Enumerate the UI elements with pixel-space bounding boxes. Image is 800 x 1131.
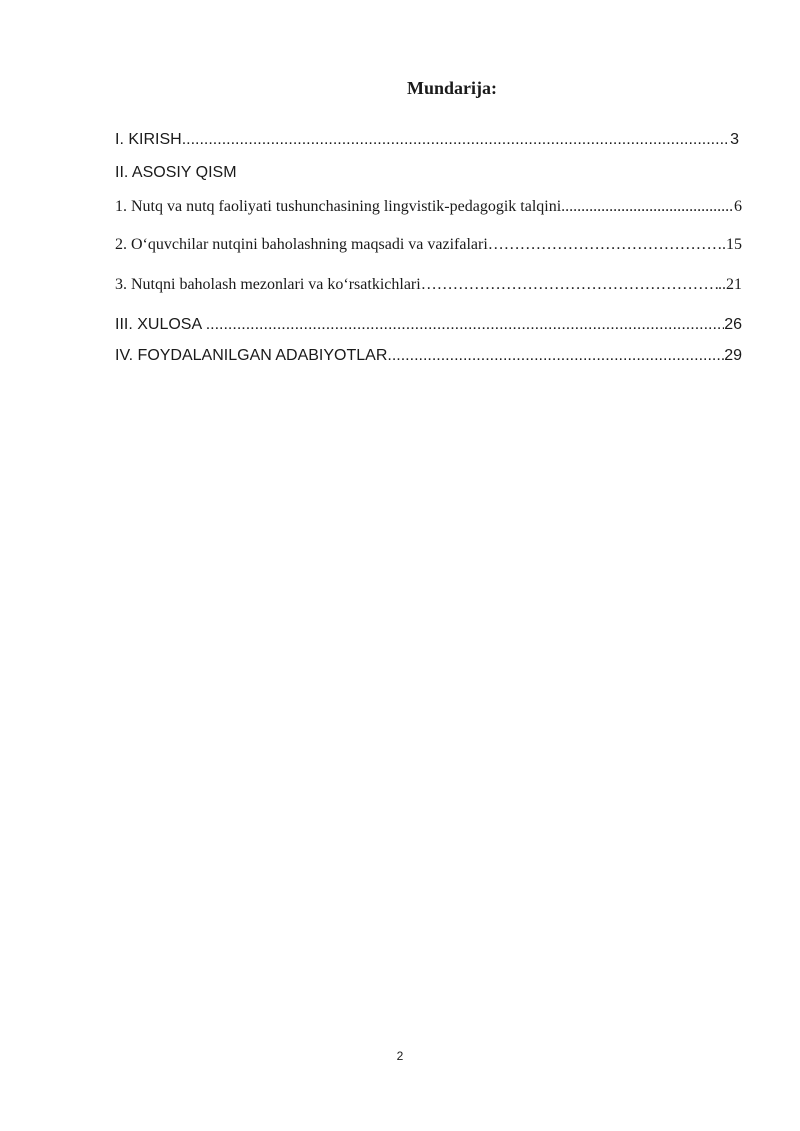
toc-leader-dots: [488, 236, 722, 254]
toc-entry-nutq-faoliyati[interactable]: [115, 198, 742, 216]
toc-entry-asosiy-qism[interactable]: [115, 164, 742, 182]
toc-entry-kirish[interactable]: [115, 131, 739, 149]
toc-leader-dots: [561, 198, 734, 216]
toc-entry-label: 1. Nutq va nutq faoliyati tushunchasining lingvistik-pedagogik talqini: [115, 198, 562, 215]
toc-heading: Mundarija:: [407, 78, 497, 98]
toc-entry-baholash-maqsadi[interactable]: [115, 236, 742, 254]
toc-entry-label: II. ASOSIY QISM: [115, 164, 237, 181]
toc-leader-dots: [387, 347, 724, 365]
toc-entry-page: 26: [724, 316, 742, 333]
toc-entry-label: I. KIRISH: [115, 131, 182, 148]
toc-entry-xulosa[interactable]: [115, 316, 742, 334]
toc-entry-page: .15: [722, 236, 742, 253]
toc-entry-label: III. XULOSA: [115, 316, 206, 333]
toc-entry-label: 3. Nutqni baholash mezonlari va ko‘rsatkichlari: [115, 276, 421, 293]
toc-entry-page: ..21: [718, 276, 742, 293]
toc-entry-baholash-mezonlari[interactable]: [115, 276, 742, 294]
toc-entry-adabiyotlar[interactable]: [115, 347, 742, 365]
toc-leader-dots: [206, 316, 725, 334]
toc-leader-dots: [182, 131, 730, 149]
page-number: 2: [396, 1049, 404, 1063]
toc-entry-page: 3: [730, 131, 739, 148]
toc-entry-page: 29: [724, 347, 742, 364]
toc-entry-page: 6: [734, 198, 742, 215]
toc-entry-label: IV. FOYDALANILGAN ADABIYOTLAR: [115, 347, 388, 364]
toc-entry-label: 2. O‘quvchilar nutqini baholashning maqsadi va vazifalari: [115, 236, 488, 253]
toc-leader-dots: [421, 276, 718, 294]
